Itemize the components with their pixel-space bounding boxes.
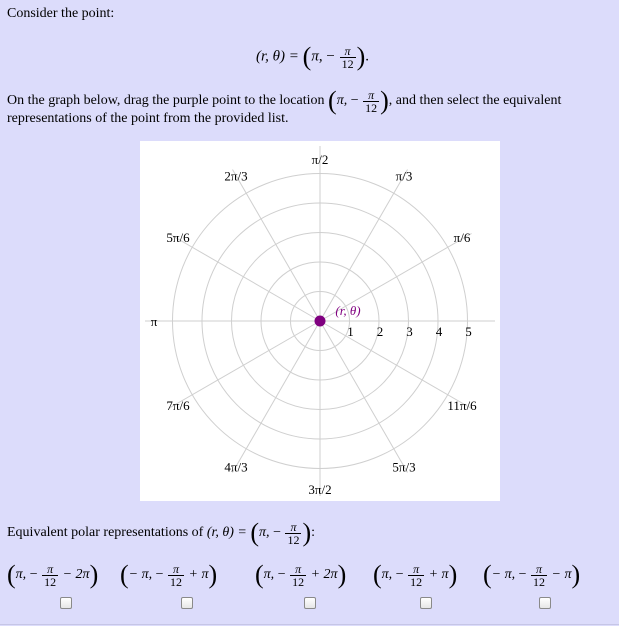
instruction-part1: On the graph below, drag the purple point to the location [7, 93, 325, 109]
equivalent-prefix: Equivalent polar representations of [7, 525, 204, 541]
opt-a: π, [381, 567, 393, 583]
angle-label-8: π [150, 314, 158, 329]
grid-ray-2 [320, 169, 408, 321]
angle-label-10: 2π/3 [224, 168, 248, 184]
instr-minus: − [350, 93, 359, 109]
option-3-checkbox[interactable] [304, 597, 316, 609]
instr-fraction [363, 89, 379, 114]
equivalent-fraction [285, 521, 301, 546]
polar-graph[interactable] [140, 141, 500, 501]
angle-label-4: 5π/3 [392, 459, 416, 475]
equivalent-suffix: : [311, 525, 316, 541]
opt-b: − [518, 567, 527, 583]
angle-label-5: 3π/2 [308, 482, 332, 497]
point-label: (r, θ) [335, 303, 361, 318]
frac-den: 12 [44, 574, 57, 589]
equivalent-label [7, 518, 315, 548]
radius-label-3: 3 [406, 324, 413, 339]
opt-fraction [42, 563, 58, 588]
paren-close: ) [302, 518, 312, 547]
opt-fraction [408, 563, 424, 588]
instr-r: π, [336, 93, 348, 109]
frac-num: π [531, 563, 547, 576]
frac-num: π [290, 563, 306, 576]
frac-den: 12 [410, 574, 423, 589]
opt-b: − [277, 567, 286, 583]
opt-fraction [531, 563, 547, 588]
opt-c: − 2π [62, 567, 90, 583]
point-minus: − [326, 48, 335, 65]
angle-label-1: π/3 [395, 168, 413, 184]
point-sep: , [318, 48, 323, 65]
opt-c: + 2π [310, 567, 338, 583]
option-2: (− π, − $\frac{\pi}{12}$ + π) [120, 560, 218, 589]
option-4: (π, − $\frac{\pi}{12}$ + π) [373, 560, 458, 589]
option-3: (π, − $\frac{\pi}{12}$ + 2π) [255, 560, 347, 589]
angle-label-0: π/2 [311, 152, 329, 167]
grid-ray-8 [233, 321, 321, 473]
opt-a: − π, [491, 567, 516, 583]
frac-num: π [408, 563, 424, 576]
angle-label-7: 7π/6 [166, 398, 190, 413]
point-lhs: (r, θ) = [256, 48, 299, 65]
radius-label-5: 5 [465, 324, 472, 339]
frac-num: π [168, 563, 184, 576]
intro-text: Consider the point: [7, 6, 115, 21]
option-5: (− π, − $\frac{\pi}{12}$ − π) [483, 560, 581, 589]
frac-den: 12 [170, 574, 183, 589]
equivalent-minus: − [273, 525, 281, 541]
option-2-checkbox[interactable] [181, 597, 193, 609]
frac-num: π [42, 563, 58, 576]
draggable-point[interactable] [315, 316, 326, 327]
instruction-part2: , and then select the equivalent [388, 93, 562, 109]
grid-ray-10 [320, 321, 408, 473]
paren-close: ) [380, 86, 389, 115]
grid-ray-4 [233, 169, 321, 321]
opt-b: − [29, 567, 38, 583]
opt-a: π, [263, 567, 275, 583]
option-4-checkbox[interactable] [420, 597, 432, 609]
paren-open: ( [302, 42, 312, 71]
angle-label-3: 11π/6 [447, 398, 477, 413]
opt-fraction [168, 563, 184, 588]
radius-label-1: 1 [347, 324, 354, 339]
option-1: (π, − $\frac{\pi}{12}$ − 2π) [7, 560, 99, 589]
opt-a: π, [15, 567, 27, 583]
opt-b: − [155, 567, 164, 583]
frac-den: 12 [287, 532, 300, 547]
paren-open: ( [250, 518, 260, 547]
frac-num: π [340, 45, 356, 58]
point-equation: (r, θ) = (π, − $\frac{\pi}{12}$ ). [256, 42, 369, 71]
paren-close: ) [356, 42, 366, 71]
frac-num: π [285, 521, 301, 534]
angle-label-2: π/6 [453, 230, 471, 245]
options-list [7, 560, 612, 616]
instruction-line-2: representations of the point from the provided list. [7, 111, 289, 126]
radius-label-4: 4 [435, 324, 443, 339]
frac-den: 12 [365, 100, 378, 115]
equivalent-r: π, [259, 525, 270, 541]
paren-open: ( [328, 86, 337, 115]
opt-a: − π, [128, 567, 153, 583]
opt-c: + π [188, 567, 209, 583]
option-5-checkbox[interactable] [539, 597, 551, 609]
frac-den: 12 [341, 56, 354, 71]
grid-ray-5 [168, 234, 320, 322]
grid-ray-7 [168, 321, 320, 409]
grid-ray-11 [320, 321, 472, 409]
frac-num: π [363, 89, 379, 102]
bottom-divider [0, 624, 619, 625]
point-r: π [311, 48, 319, 65]
opt-b: − [395, 567, 404, 583]
option-1-checkbox[interactable] [60, 597, 72, 609]
radius-label-2: 2 [376, 324, 384, 339]
opt-c: − π [551, 567, 572, 583]
equivalent-lhs: (r, θ) = [206, 525, 247, 541]
frac-den: 12 [292, 574, 305, 589]
opt-c: + π [428, 567, 449, 583]
frac-den: 12 [533, 574, 546, 589]
angle-label-9: 5π/6 [166, 230, 190, 245]
opt-fraction [290, 563, 306, 588]
polar-svg[interactable] [140, 141, 500, 501]
point-fraction [340, 45, 356, 70]
angle-label-6: 4π/3 [224, 459, 248, 475]
